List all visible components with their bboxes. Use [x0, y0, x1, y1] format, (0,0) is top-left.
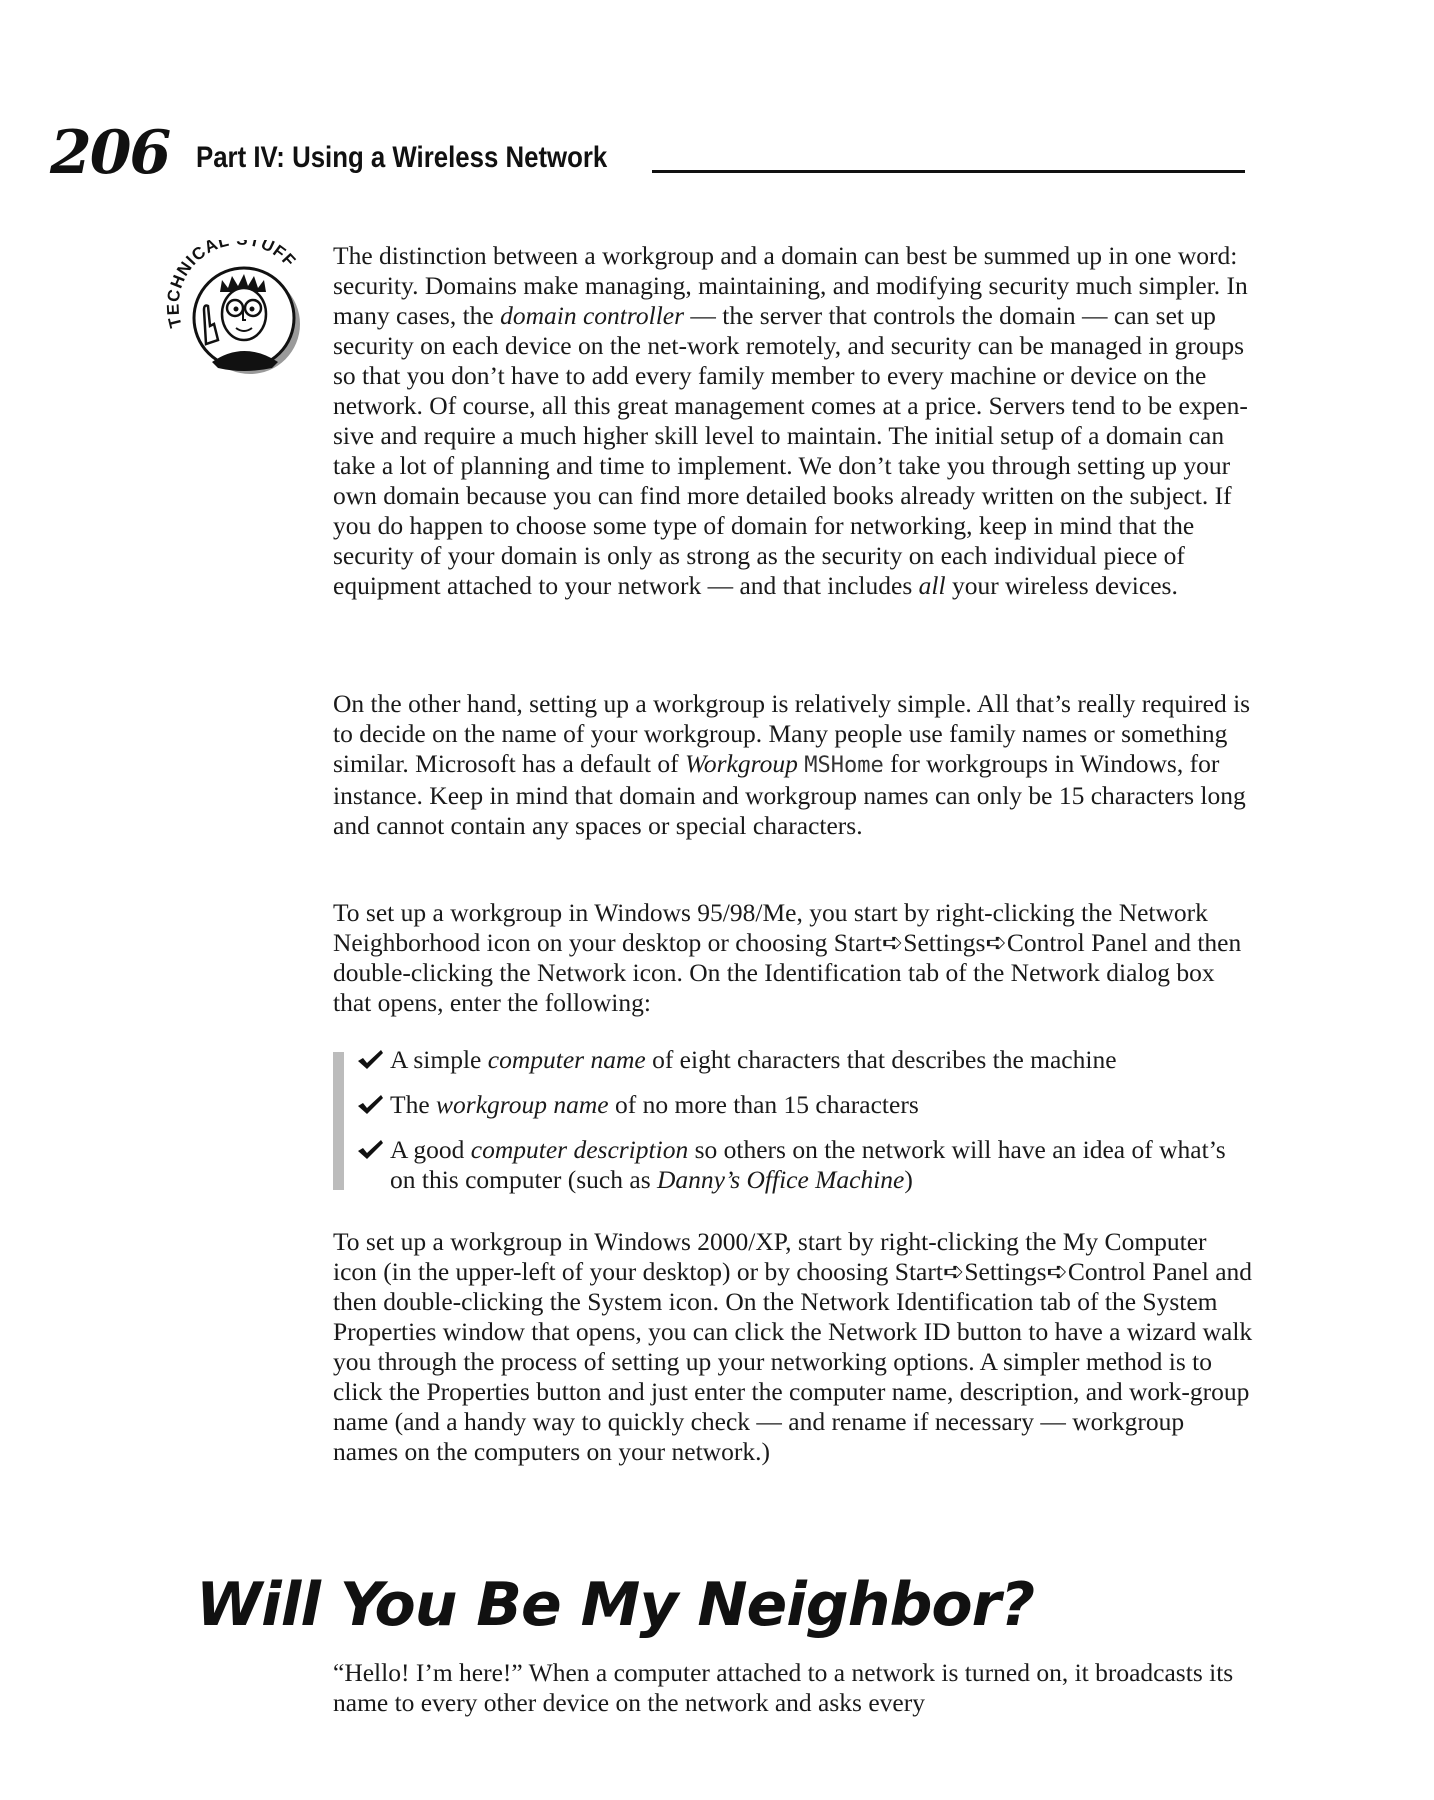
checkmark-icon — [356, 1047, 384, 1071]
running-head: Part IV: Using a Wireless Network — [196, 141, 608, 174]
menu-arrow-icon: ➪ — [942, 1257, 965, 1286]
technical-paragraph: The distinction between a workgroup and a domain can best be summed up in one word: security. Domains make managing, maintaining, and modifying security much simpler. In many cases, the domain controller — the server that controls the domain — can set up security on each device on the net-work remotely, and security can be managed in groups so that you don’t have to add every family member to every machine or device on the network. Of course, all this great management comes at a price. Servers tend to be expen-sive and require a much higher skill level to maintain. The initial setup of a domain can take a lot of planning and time to implement. We don’t take you through setting up your own domain because you can find more detailed books already written on the subject. If you do happen to choose some type of domain for networking, keep in mind that the security of your domain is only as strong as the security on each individual piece of equipment attached to your network — and that includes all your wireless devices. — [333, 241, 1248, 600]
mshome-code: MSHome — [804, 753, 884, 778]
list-item: A good computer description so others on the network will have an idea of what’s on this computer (such as Danny’s Office Machine) — [356, 1135, 1256, 1195]
menu-arrow-icon: ➪ — [881, 928, 904, 957]
win9x-paragraph: To set up a workgroup in Windows 95/98/Me, you start by right-clicking the Network Neighborhood icon on your desktop or choosing Start➪Settings➪Control Panel and then double-clicking the Network icon. On the Identification tab of the Network dialog box that opens, enter the following: — [333, 898, 1242, 1017]
technical-stuff-label: TECHNICAL TUFF — [163, 240, 300, 330]
section-heading: Will You Be My Neighbor? — [196, 1570, 1035, 1640]
list-item: The workgroup name of no more than 15 characters — [356, 1090, 1256, 1120]
section-paragraph: “Hello! I’m here!” When a computer attached to a network is turned on, it broadcasts its name to every other device on the network and asks every — [333, 1658, 1234, 1717]
winxp-paragraph: To set up a workgroup in Windows 2000/XP, start by right-clicking the My Computer icon (in the upper-left of your desktop) or by choosing Start➪Settings➪Control Panel and then double-clicking the System icon. On the Network Identification tab of the System Properties window that opens, you can click the Network ID button to have a wizard walk you through the process of setting up your networking options. A simpler method is to click the Properties button and just enter the computer name, description, and work-group name (and a handy way to quickly check — and rename if necessary — workgroup names on the computers on your network.) — [333, 1227, 1253, 1466]
workgroup-paragraph: On the other hand, setting up a workgroup is relatively simple. All that’s really required is to decide on the name of your workgroup. Many people use family names or something similar. Microsoft has a default of Workgroup MSHome for workgroups in Windows, for instance. Keep in mind that domain and workgroup names can only be 15 characters long and cannot contain any spaces or special characters. — [333, 689, 1251, 840]
page-number: 206 — [50, 118, 170, 188]
checkmark-icon — [356, 1137, 384, 1161]
header-rule — [652, 170, 1245, 173]
list-item: A simple computer name of eight characters that describes the machine — [356, 1045, 1256, 1075]
page-header — [50, 118, 1245, 188]
menu-arrow-icon: ➪ — [985, 928, 1007, 957]
checkmark-icon — [356, 1092, 384, 1116]
bullet-list — [356, 1045, 1256, 1210]
list-sidebar-bar — [333, 1052, 344, 1190]
menu-arrow-icon: ➪ — [1046, 1257, 1068, 1286]
technical-stuff-icon — [160, 240, 310, 380]
